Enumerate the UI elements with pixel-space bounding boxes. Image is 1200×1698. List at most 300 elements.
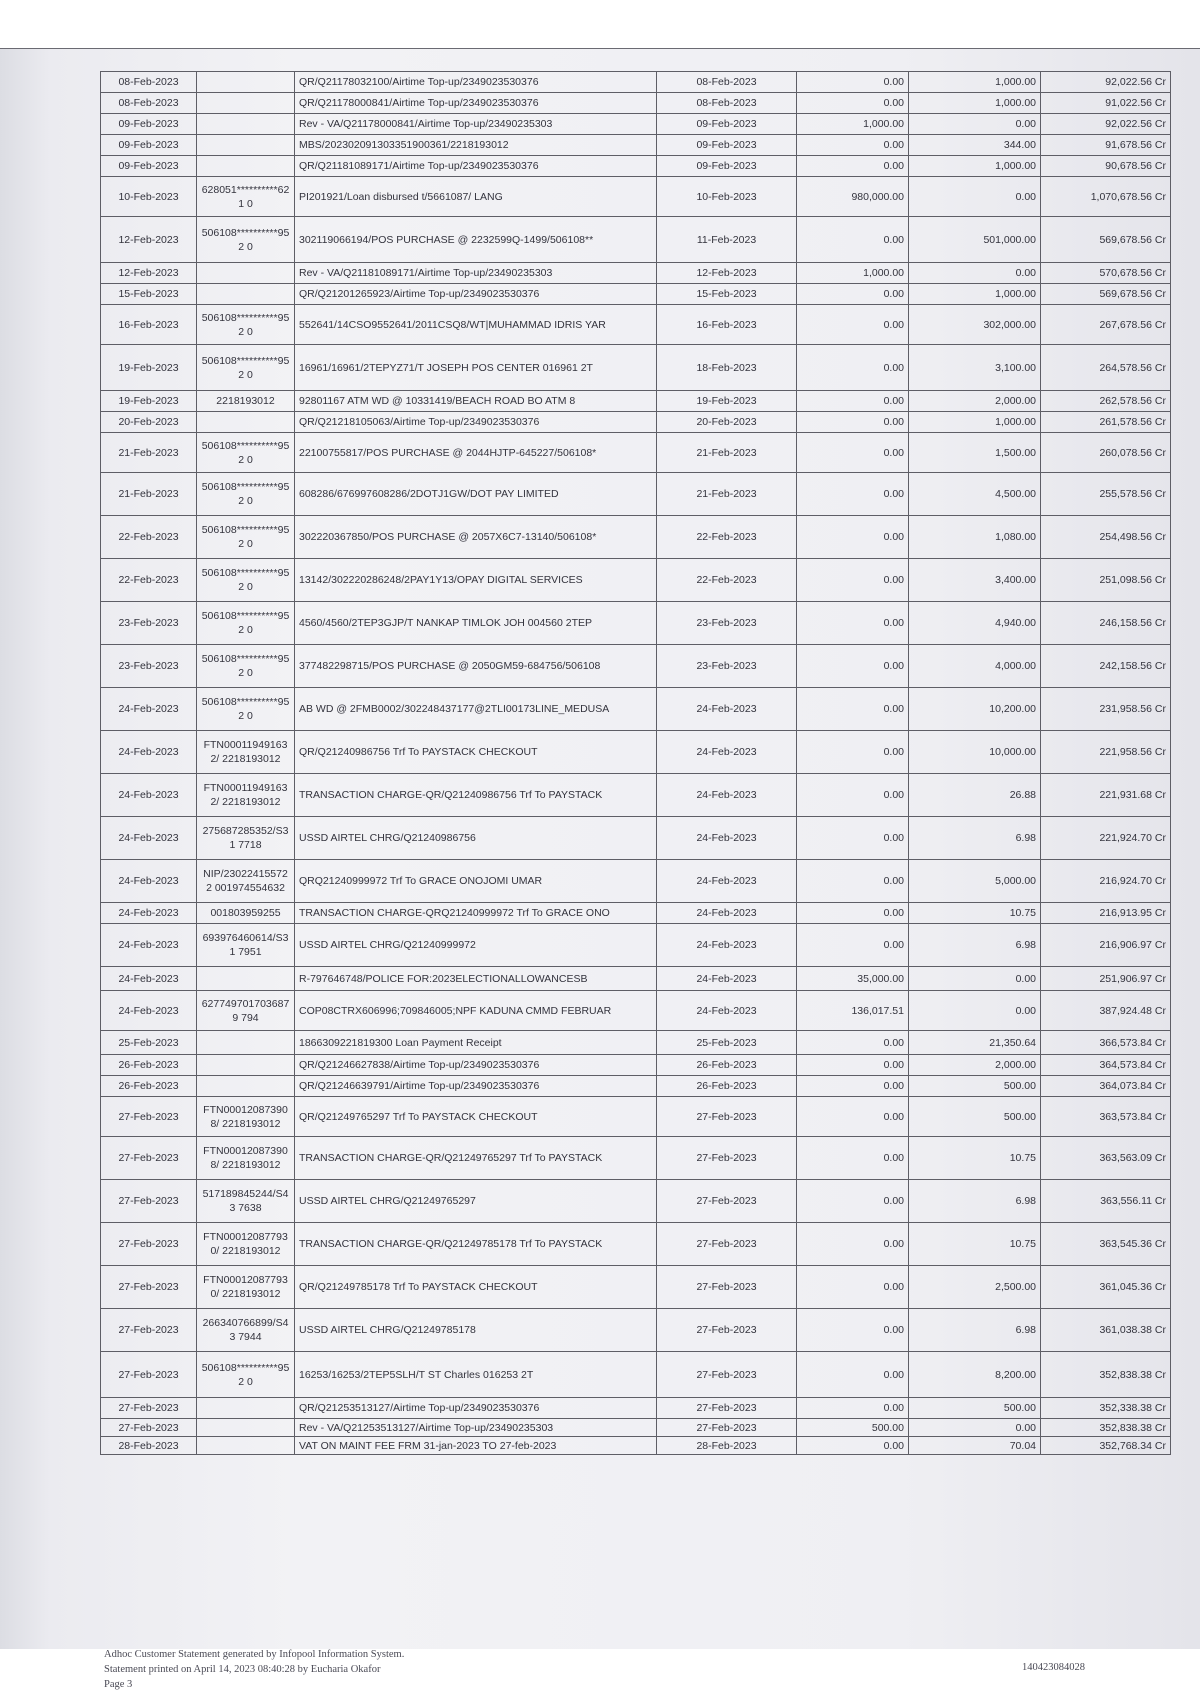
reference-cell: FTN000120873908/ 2218193012	[197, 1097, 295, 1137]
credit-cell: 3,100.00	[909, 345, 1041, 391]
value-date-cell: 27-Feb-2023	[657, 1266, 797, 1309]
reference-cell: 275687285352/S31 7718	[197, 817, 295, 860]
value-date-cell: 26-Feb-2023	[657, 1055, 797, 1076]
credit-cell: 10.75	[909, 903, 1041, 924]
description-cell: TRANSACTION CHARGE-QR/Q21249765297 Trf To PAYSTACK	[295, 1137, 657, 1180]
credit-cell: 1,000.00	[909, 93, 1041, 114]
balance-cell: 246,158.56 Cr	[1041, 602, 1171, 645]
balance-cell: 91,678.56 Cr	[1041, 135, 1171, 156]
table-row	[101, 93, 1171, 114]
debit-cell: 0.00	[797, 1076, 909, 1097]
description-cell: 13142/302220286248/2PAY1Y13/OPAY DIGITAL SERVICES	[295, 559, 657, 602]
reference-cell	[197, 412, 295, 433]
value-date-cell: 28-Feb-2023	[657, 1437, 797, 1455]
debit-cell: 0.00	[797, 305, 909, 345]
description-cell: QR/Q21178032100/Airtime Top-up/2349023530376	[295, 72, 657, 93]
value-date-cell: 27-Feb-2023	[657, 1309, 797, 1352]
balance-cell: 262,578.56 Cr	[1041, 391, 1171, 412]
description-cell: TRANSACTION CHARGE-QR/Q21249785178 Trf To PAYSTACK	[295, 1223, 657, 1266]
description-cell: QR/Q21249765297 Trf To PAYSTACK CHECKOUT	[295, 1097, 657, 1137]
debit-cell: 0.00	[797, 1031, 909, 1055]
debit-cell: 0.00	[797, 1398, 909, 1419]
description-cell: QR/Q21246639791/Airtime Top-up/2349023530376	[295, 1076, 657, 1097]
description-cell: USSD AIRTEL CHRG/Q21249785178	[295, 1309, 657, 1352]
value-date-cell: 24-Feb-2023	[657, 967, 797, 991]
table-row	[101, 412, 1171, 433]
reference-cell	[197, 72, 295, 93]
debit-cell: 1,000.00	[797, 263, 909, 284]
balance-cell: 352,338.38 Cr	[1041, 1398, 1171, 1419]
table-row	[101, 284, 1171, 305]
balance-cell: 216,924.70 Cr	[1041, 860, 1171, 903]
value-date-cell: 26-Feb-2023	[657, 1076, 797, 1097]
value-date-cell: 27-Feb-2023	[657, 1398, 797, 1419]
description-cell: 4560/4560/2TEP3GJP/T NANKAP TIMLOK JOH 004560 2TEP	[295, 602, 657, 645]
credit-cell: 2,500.00	[909, 1266, 1041, 1309]
posting-date-cell: 08-Feb-2023	[101, 93, 197, 114]
balance-cell: 363,563.09 Cr	[1041, 1137, 1171, 1180]
debit-cell: 0.00	[797, 1097, 909, 1137]
debit-cell: 0.00	[797, 731, 909, 774]
reference-cell	[197, 156, 295, 177]
reference-cell	[197, 967, 295, 991]
description-cell: QR/Q21240986756 Trf To PAYSTACK CHECKOUT	[295, 731, 657, 774]
posting-date-cell: 24-Feb-2023	[101, 924, 197, 967]
debit-cell: 0.00	[797, 412, 909, 433]
value-date-cell: 22-Feb-2023	[657, 516, 797, 559]
value-date-cell: 08-Feb-2023	[657, 72, 797, 93]
description-cell: QR/Q21178000841/Airtime Top-up/2349023530376	[295, 93, 657, 114]
credit-cell: 500.00	[909, 1076, 1041, 1097]
table-row	[101, 1223, 1171, 1266]
balance-cell: 387,924.48 Cr	[1041, 991, 1171, 1031]
description-cell: COP08CTRX606996;709846005;NPF KADUNA CMMD FEBRUAR	[295, 991, 657, 1031]
reference-cell: 628051**********621 0	[197, 177, 295, 217]
description-cell: QR/Q21201265923/Airtime Top-up/2349023530376	[295, 284, 657, 305]
table-row	[101, 516, 1171, 559]
value-date-cell: 19-Feb-2023	[657, 391, 797, 412]
posting-date-cell: 09-Feb-2023	[101, 114, 197, 135]
debit-cell: 136,017.51	[797, 991, 909, 1031]
credit-cell: 6.98	[909, 924, 1041, 967]
credit-cell: 2,000.00	[909, 1055, 1041, 1076]
table-row	[101, 177, 1171, 217]
credit-cell: 10.75	[909, 1137, 1041, 1180]
value-date-cell: 09-Feb-2023	[657, 156, 797, 177]
value-date-cell: 24-Feb-2023	[657, 924, 797, 967]
value-date-cell: 20-Feb-2023	[657, 412, 797, 433]
table-row	[101, 1055, 1171, 1076]
balance-cell: 216,906.97 Cr	[1041, 924, 1171, 967]
credit-cell: 0.00	[909, 177, 1041, 217]
reference-cell: 506108**********952 0	[197, 688, 295, 731]
posting-date-cell: 24-Feb-2023	[101, 731, 197, 774]
posting-date-cell: 27-Feb-2023	[101, 1266, 197, 1309]
debit-cell: 0.00	[797, 516, 909, 559]
statement-page	[0, 48, 1200, 1690]
debit-cell: 0.00	[797, 1309, 909, 1352]
description-cell: QR/Q21218105063/Airtime Top-up/2349023530376	[295, 412, 657, 433]
credit-cell: 1,500.00	[909, 433, 1041, 473]
value-date-cell: 21-Feb-2023	[657, 473, 797, 516]
table-row	[101, 391, 1171, 412]
description-cell: 302119066194/POS PURCHASE @ 2232599Q-1499/506108**	[295, 217, 657, 263]
table-row	[101, 731, 1171, 774]
posting-date-cell: 24-Feb-2023	[101, 817, 197, 860]
debit-cell: 0.00	[797, 433, 909, 473]
posting-date-cell: 20-Feb-2023	[101, 412, 197, 433]
reference-cell: FTN000119491632/ 2218193012	[197, 731, 295, 774]
value-date-cell: 09-Feb-2023	[657, 135, 797, 156]
posting-date-cell: 27-Feb-2023	[101, 1352, 197, 1398]
balance-cell: 363,545.36 Cr	[1041, 1223, 1171, 1266]
description-cell: R-797646748/POLICE FOR:2023ELECTIONALLOWANCESB	[295, 967, 657, 991]
posting-date-cell: 27-Feb-2023	[101, 1309, 197, 1352]
reference-cell	[197, 1398, 295, 1419]
debit-cell: 0.00	[797, 93, 909, 114]
reference-cell: 693976460614/S31 7951	[197, 924, 295, 967]
value-date-cell: 24-Feb-2023	[657, 817, 797, 860]
table-row	[101, 645, 1171, 688]
description-cell: QR/Q21246627838/Airtime Top-up/2349023530376	[295, 1055, 657, 1076]
balance-cell: 1,070,678.56 Cr	[1041, 177, 1171, 217]
reference-cell: 001803959255	[197, 903, 295, 924]
description-cell: QR/Q21249785178 Trf To PAYSTACK CHECKOUT	[295, 1266, 657, 1309]
posting-date-cell: 24-Feb-2023	[101, 860, 197, 903]
description-cell: QRQ21240999972 Trf To GRACE ONOJOMI UMAR	[295, 860, 657, 903]
table-row	[101, 903, 1171, 924]
reference-cell: 506108**********952 0	[197, 516, 295, 559]
reference-cell	[197, 1031, 295, 1055]
table-row	[101, 1180, 1171, 1223]
credit-cell: 4,500.00	[909, 473, 1041, 516]
footer-page-number: Page 3	[104, 1679, 133, 1690]
debit-cell: 0.00	[797, 1137, 909, 1180]
credit-cell: 2,000.00	[909, 391, 1041, 412]
credit-cell: 500.00	[909, 1097, 1041, 1137]
description-cell: AB WD @ 2FMB0002/302248437177@2TLI00173LINE_MEDUSA	[295, 688, 657, 731]
credit-cell: 5,000.00	[909, 860, 1041, 903]
table-row	[101, 1352, 1171, 1398]
table-row	[101, 774, 1171, 817]
reference-cell	[197, 1076, 295, 1097]
posting-date-cell: 09-Feb-2023	[101, 135, 197, 156]
value-date-cell: 24-Feb-2023	[657, 731, 797, 774]
balance-cell: 363,556.11 Cr	[1041, 1180, 1171, 1223]
value-date-cell: 22-Feb-2023	[657, 559, 797, 602]
balance-cell: 364,073.84 Cr	[1041, 1076, 1171, 1097]
description-cell: 377482298715/POS PURCHASE @ 2050GM59-684756/506108	[295, 645, 657, 688]
credit-cell: 1,000.00	[909, 156, 1041, 177]
posting-date-cell: 19-Feb-2023	[101, 391, 197, 412]
credit-cell: 0.00	[909, 263, 1041, 284]
credit-cell: 1,000.00	[909, 284, 1041, 305]
value-date-cell: 16-Feb-2023	[657, 305, 797, 345]
description-cell: TRANSACTION CHARGE-QR/Q21240986756 Trf To PAYSTACK	[295, 774, 657, 817]
reference-cell	[197, 284, 295, 305]
value-date-cell: 27-Feb-2023	[657, 1223, 797, 1266]
reference-cell: 506108**********952 0	[197, 602, 295, 645]
reference-cell: FTN000119491632/ 2218193012	[197, 774, 295, 817]
credit-cell: 1,000.00	[909, 412, 1041, 433]
posting-date-cell: 23-Feb-2023	[101, 602, 197, 645]
table-row	[101, 433, 1171, 473]
table-row	[101, 991, 1171, 1031]
table-row	[101, 473, 1171, 516]
reference-cell: 506108**********952 0	[197, 217, 295, 263]
debit-cell: 35,000.00	[797, 967, 909, 991]
table-row	[101, 967, 1171, 991]
reference-cell: 506108**********952 0	[197, 1352, 295, 1398]
balance-cell: 267,678.56 Cr	[1041, 305, 1171, 345]
credit-cell: 8,200.00	[909, 1352, 1041, 1398]
value-date-cell: 25-Feb-2023	[657, 1031, 797, 1055]
credit-cell: 6.98	[909, 1180, 1041, 1223]
transactions-body	[101, 72, 1171, 1455]
debit-cell: 0.00	[797, 1055, 909, 1076]
description-cell: Rev - VA/Q21178000841/Airtime Top-up/23490235303	[295, 114, 657, 135]
value-date-cell: 10-Feb-2023	[657, 177, 797, 217]
debit-cell: 0.00	[797, 135, 909, 156]
balance-cell: 92,022.56 Cr	[1041, 114, 1171, 135]
description-cell: USSD AIRTEL CHRG/Q21249765297	[295, 1180, 657, 1223]
credit-cell: 21,350.64	[909, 1031, 1041, 1055]
reference-cell	[197, 1055, 295, 1076]
debit-cell: 0.00	[797, 1352, 909, 1398]
debit-cell: 0.00	[797, 559, 909, 602]
posting-date-cell: 21-Feb-2023	[101, 433, 197, 473]
balance-cell: 261,578.56 Cr	[1041, 412, 1171, 433]
value-date-cell: 24-Feb-2023	[657, 991, 797, 1031]
reference-cell: FTN000120877930/ 2218193012	[197, 1266, 295, 1309]
description-cell: 16253/16253/2TEP5SLH/T ST Charles 016253 2T	[295, 1352, 657, 1398]
reference-cell	[197, 93, 295, 114]
credit-cell: 70.04	[909, 1437, 1041, 1455]
balance-cell: 221,924.70 Cr	[1041, 817, 1171, 860]
description-cell: 22100755817/POS PURCHASE @ 2044HJTP-645227/506108*	[295, 433, 657, 473]
debit-cell: 500.00	[797, 1419, 909, 1437]
credit-cell: 10.75	[909, 1223, 1041, 1266]
balance-cell: 221,958.56 Cr	[1041, 731, 1171, 774]
reference-cell: FTN000120877930/ 2218193012	[197, 1223, 295, 1266]
posting-date-cell: 09-Feb-2023	[101, 156, 197, 177]
debit-cell: 0.00	[797, 284, 909, 305]
reference-cell: 506108**********952 0	[197, 473, 295, 516]
posting-date-cell: 24-Feb-2023	[101, 774, 197, 817]
posting-date-cell: 27-Feb-2023	[101, 1419, 197, 1437]
table-row	[101, 860, 1171, 903]
description-cell: 92801167 ATM WD @ 10331419/BEACH ROAD BO ATM 8	[295, 391, 657, 412]
value-date-cell: 24-Feb-2023	[657, 903, 797, 924]
balance-cell: 361,038.38 Cr	[1041, 1309, 1171, 1352]
balance-cell: 255,578.56 Cr	[1041, 473, 1171, 516]
posting-date-cell: 25-Feb-2023	[101, 1031, 197, 1055]
description-cell: 552641/14CSO9552641/2011CSQ8/WT|MUHAMMAD IDRIS YAR	[295, 305, 657, 345]
credit-cell: 0.00	[909, 967, 1041, 991]
description-cell: PI201921/Loan disbursed t/5661087/ LANG	[295, 177, 657, 217]
value-date-cell: 21-Feb-2023	[657, 433, 797, 473]
value-date-cell: 27-Feb-2023	[657, 1180, 797, 1223]
balance-cell: 92,022.56 Cr	[1041, 72, 1171, 93]
credit-cell: 3,400.00	[909, 559, 1041, 602]
reference-cell: 506108**********952 0	[197, 559, 295, 602]
table-row	[101, 924, 1171, 967]
reference-cell: 266340766899/S43 7944	[197, 1309, 295, 1352]
description-cell: VAT ON MAINT FEE FRM 31-jan-2023 TO 27-feb-2023	[295, 1437, 657, 1455]
posting-date-cell: 24-Feb-2023	[101, 903, 197, 924]
balance-cell: 91,022.56 Cr	[1041, 93, 1171, 114]
balance-cell: 216,913.95 Cr	[1041, 903, 1171, 924]
statement-footer	[104, 1647, 404, 1692]
value-date-cell: 23-Feb-2023	[657, 602, 797, 645]
description-cell: 1866309221819300 Loan Payment Receipt	[295, 1031, 657, 1055]
debit-cell: 1,000.00	[797, 114, 909, 135]
balance-cell: 364,573.84 Cr	[1041, 1055, 1171, 1076]
posting-date-cell: 24-Feb-2023	[101, 967, 197, 991]
debit-cell: 0.00	[797, 602, 909, 645]
debit-cell: 0.00	[797, 217, 909, 263]
credit-cell: 6.98	[909, 817, 1041, 860]
posting-date-cell: 27-Feb-2023	[101, 1180, 197, 1223]
description-cell: USSD AIRTEL CHRG/Q21240999972	[295, 924, 657, 967]
description-cell: QR/Q21181089171/Airtime Top-up/2349023530376	[295, 156, 657, 177]
table-row	[101, 817, 1171, 860]
transactions-table	[100, 71, 1171, 1455]
table-row	[101, 688, 1171, 731]
credit-cell: 4,940.00	[909, 602, 1041, 645]
credit-cell: 10,000.00	[909, 731, 1041, 774]
balance-cell: 366,573.84 Cr	[1041, 1031, 1171, 1055]
value-date-cell: 27-Feb-2023	[657, 1137, 797, 1180]
table-row	[101, 1137, 1171, 1180]
posting-date-cell: 24-Feb-2023	[101, 991, 197, 1031]
posting-date-cell: 22-Feb-2023	[101, 559, 197, 602]
reference-cell	[197, 1437, 295, 1455]
table-row	[101, 602, 1171, 645]
balance-cell: 352,768.34 Cr	[1041, 1437, 1171, 1455]
value-date-cell: 09-Feb-2023	[657, 114, 797, 135]
balance-cell: 231,958.56 Cr	[1041, 688, 1171, 731]
debit-cell: 0.00	[797, 860, 909, 903]
balance-cell: 570,678.56 Cr	[1041, 263, 1171, 284]
credit-cell: 6.98	[909, 1309, 1041, 1352]
reference-cell: 506108**********952 0	[197, 645, 295, 688]
balance-cell: 254,498.56 Cr	[1041, 516, 1171, 559]
description-cell: USSD AIRTEL CHRG/Q21240986756	[295, 817, 657, 860]
balance-cell: 264,578.56 Cr	[1041, 345, 1171, 391]
posting-date-cell: 16-Feb-2023	[101, 305, 197, 345]
value-date-cell: 24-Feb-2023	[657, 860, 797, 903]
value-date-cell: 24-Feb-2023	[657, 688, 797, 731]
footer-printed-line: Statement printed on April 14, 2023 08:40:28 by Eucharia Okafor	[104, 1664, 381, 1675]
table-row	[101, 345, 1171, 391]
posting-date-cell: 12-Feb-2023	[101, 217, 197, 263]
credit-cell: 1,080.00	[909, 516, 1041, 559]
value-date-cell: 08-Feb-2023	[657, 93, 797, 114]
table-row	[101, 559, 1171, 602]
table-row	[101, 1097, 1171, 1137]
credit-cell: 0.00	[909, 114, 1041, 135]
table-row	[101, 72, 1171, 93]
reference-cell: 2218193012	[197, 391, 295, 412]
debit-cell: 0.00	[797, 817, 909, 860]
debit-cell: 0.00	[797, 903, 909, 924]
debit-cell: 0.00	[797, 156, 909, 177]
posting-date-cell: 08-Feb-2023	[101, 72, 197, 93]
table-row	[101, 1031, 1171, 1055]
reference-cell: 506108**********952 0	[197, 433, 295, 473]
footer-generated-line: Adhoc Customer Statement generated by Infopool Information System.	[104, 1649, 405, 1660]
table-row	[101, 263, 1171, 284]
table-row	[101, 114, 1171, 135]
posting-date-cell: 21-Feb-2023	[101, 473, 197, 516]
table-row	[101, 1309, 1171, 1352]
description-cell: Rev - VA/Q21253513127/Airtime Top-up/23490235303	[295, 1419, 657, 1437]
debit-cell: 980,000.00	[797, 177, 909, 217]
debit-cell: 0.00	[797, 1180, 909, 1223]
posting-date-cell: 27-Feb-2023	[101, 1398, 197, 1419]
value-date-cell: 18-Feb-2023	[657, 345, 797, 391]
reference-cell	[197, 1419, 295, 1437]
balance-cell: 352,838.38 Cr	[1041, 1352, 1171, 1398]
posting-date-cell: 22-Feb-2023	[101, 516, 197, 559]
balance-cell: 363,573.84 Cr	[1041, 1097, 1171, 1137]
table-row	[101, 1419, 1171, 1437]
description-cell: TRANSACTION CHARGE-QRQ21240999972 Trf To GRACE ONO	[295, 903, 657, 924]
reference-cell	[197, 114, 295, 135]
posting-date-cell: 15-Feb-2023	[101, 284, 197, 305]
credit-cell: 1,000.00	[909, 72, 1041, 93]
description-cell: 16961/16961/2TEPYZ71/T JOSEPH POS CENTER 016961 2T	[295, 345, 657, 391]
credit-cell: 4,000.00	[909, 645, 1041, 688]
credit-cell: 0.00	[909, 991, 1041, 1031]
posting-date-cell: 12-Feb-2023	[101, 263, 197, 284]
posting-date-cell: 27-Feb-2023	[101, 1223, 197, 1266]
table-row	[101, 217, 1171, 263]
balance-cell: 361,045.36 Cr	[1041, 1266, 1171, 1309]
balance-cell: 242,158.56 Cr	[1041, 645, 1171, 688]
credit-cell: 302,000.00	[909, 305, 1041, 345]
description-cell: 302220367850/POS PURCHASE @ 2057X6C7-13140/506108*	[295, 516, 657, 559]
balance-cell: 569,678.56 Cr	[1041, 217, 1171, 263]
reference-cell: 517189845244/S43 7638	[197, 1180, 295, 1223]
reference-cell: 506108**********952 0	[197, 345, 295, 391]
reference-cell: 506108**********952 0	[197, 305, 295, 345]
credit-cell: 10,200.00	[909, 688, 1041, 731]
debit-cell: 0.00	[797, 1223, 909, 1266]
balance-cell: 352,838.38 Cr	[1041, 1419, 1171, 1437]
value-date-cell: 24-Feb-2023	[657, 774, 797, 817]
description-cell: QR/Q21253513127/Airtime Top-up/2349023530376	[295, 1398, 657, 1419]
debit-cell: 0.00	[797, 1437, 909, 1455]
reference-cell	[197, 135, 295, 156]
description-cell: 608286/676997608286/2DOTJ1GW/DOT PAY LIMITED	[295, 473, 657, 516]
posting-date-cell: 26-Feb-2023	[101, 1076, 197, 1097]
footer-code: 140423084028	[1022, 1662, 1085, 1673]
posting-date-cell: 24-Feb-2023	[101, 688, 197, 731]
table-row	[101, 1437, 1171, 1455]
reference-cell	[197, 263, 295, 284]
table-row	[101, 1266, 1171, 1309]
reference-cell: FTN000120873908/ 2218193012	[197, 1137, 295, 1180]
value-date-cell: 15-Feb-2023	[657, 284, 797, 305]
debit-cell: 0.00	[797, 1266, 909, 1309]
credit-cell: 344.00	[909, 135, 1041, 156]
debit-cell: 0.00	[797, 345, 909, 391]
value-date-cell: 11-Feb-2023	[657, 217, 797, 263]
debit-cell: 0.00	[797, 688, 909, 731]
table-row	[101, 156, 1171, 177]
